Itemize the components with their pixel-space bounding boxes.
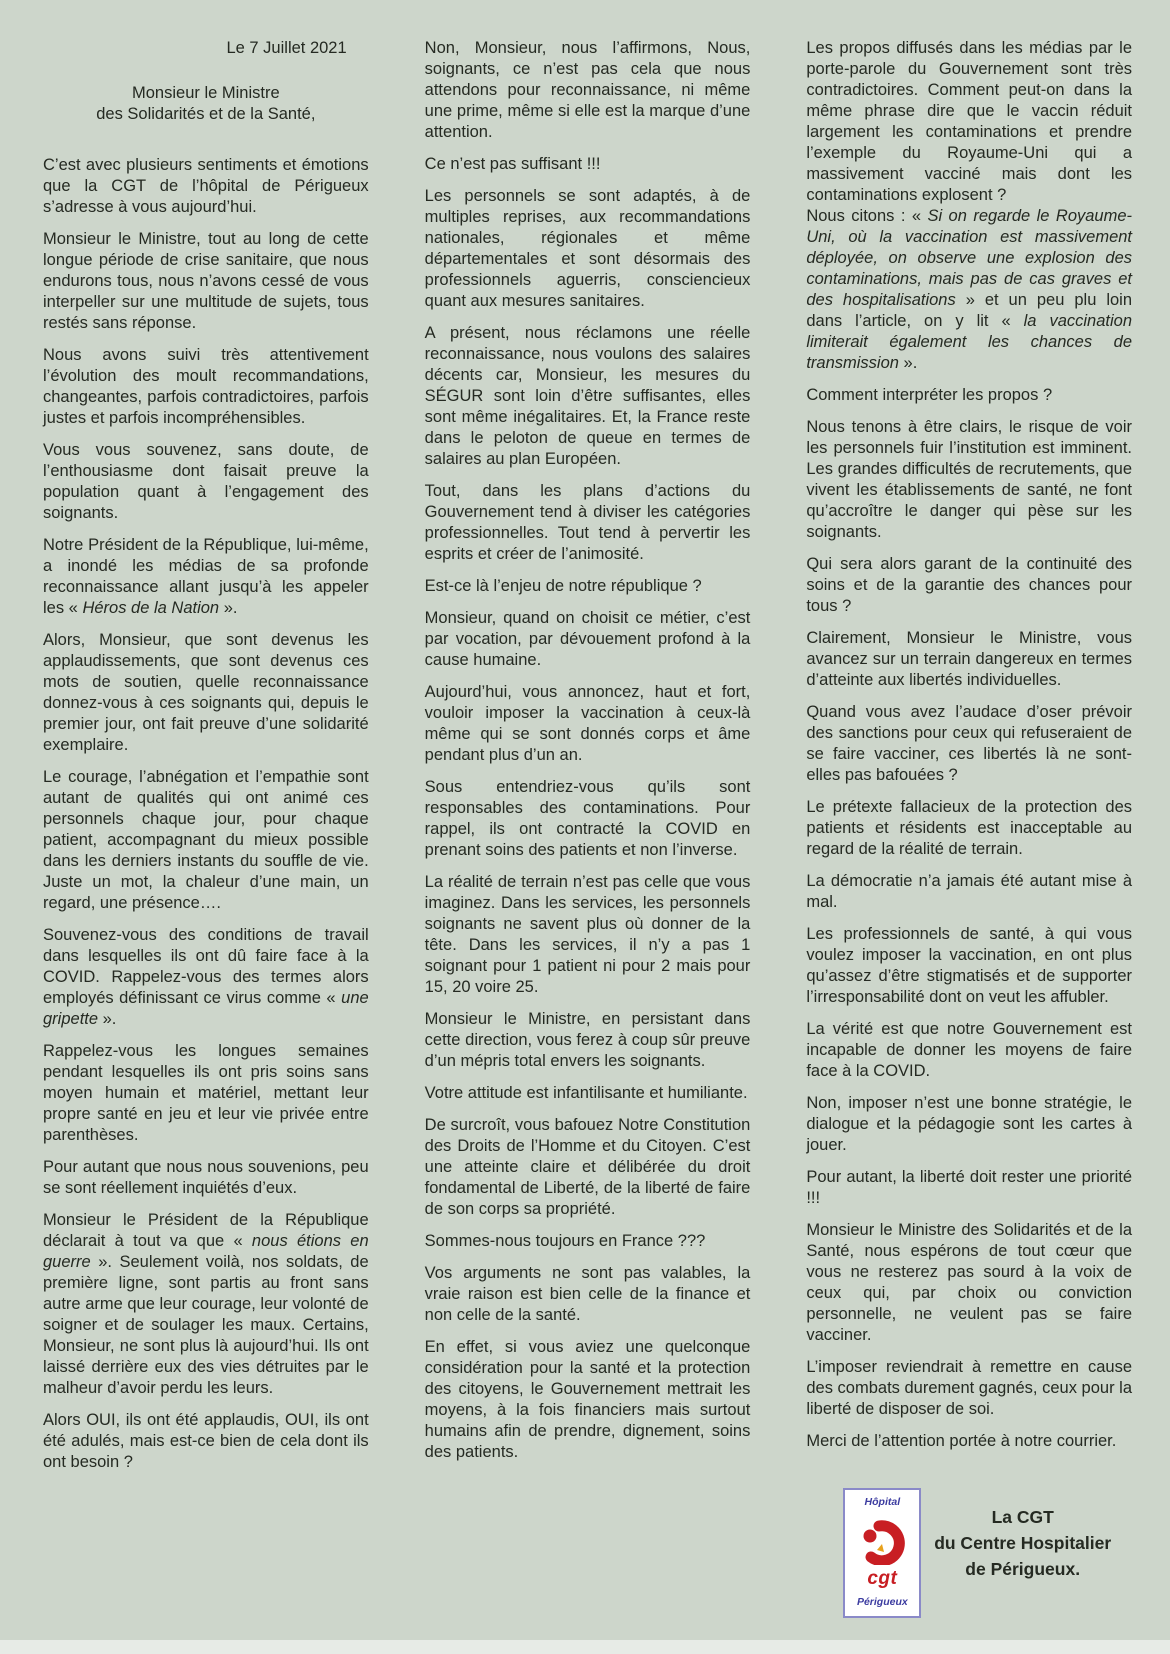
paragraph: [425, 608, 751, 671]
paragraph: [806, 1357, 1132, 1420]
paragraph: [806, 1220, 1132, 1346]
text: Merci de l’attention portée à notre courrier.: [806, 1432, 1117, 1450]
paragraph: [43, 345, 369, 429]
recipient-line: Monsieur le Ministre: [132, 84, 280, 102]
text: Rappelez-vous les longues semaines pendant lesquelles ils ont pris soins sans moyen humain et matériel, mettant leur propre santé en jeu et leur vie privée entre parenthèses.: [43, 1042, 369, 1144]
paragraph: [43, 535, 369, 619]
paragraph: [43, 630, 369, 756]
paragraph: [425, 777, 751, 861]
paragraph: [806, 924, 1132, 1008]
paragraph: [43, 1041, 369, 1146]
text: Les personnels se sont adaptés, à de multiples reprises, aux recommandations nationales, régionales et même départementales et sont désormais des professionnels aguerris, consciencieux quant aux mesures sanitaires.: [424, 187, 751, 310]
paragraph: [425, 576, 751, 597]
text: Nous avons suivi très attentivement l’évolution des moult recommandations, changeantes, parfois contradictoires, parfois justes et parfois incompréhensibles.: [43, 346, 369, 427]
signature-line: La CGT: [991, 1507, 1054, 1527]
text: » et un peu plu loin dans l’article, on y lit «: [806, 291, 1133, 330]
text: Quand vous avez l’audace d’oser prévoir des sanctions pour ceux qui refuseraient de se faire vacciner, ces libertés là ne sont-elles pas bafouées ?: [806, 703, 1133, 784]
text: ».: [219, 599, 238, 617]
paragraph: [425, 323, 751, 470]
text: Monsieur le Ministre, tout au long de cette longue période de crise sanitaire, que nous endurons tous, nous n’avons cessé de vous interpeller sur une multitude de sujets, tous restés sans réponse.: [43, 230, 369, 332]
paragraph: [43, 1157, 369, 1199]
italic-text: Héros de la Nation: [82, 599, 220, 617]
text: Alors OUI, ils ont été applaudis, OUI, ils ont été adulés, mais est-ce bien de cela dont ils ont besoin ?: [43, 1411, 369, 1471]
cgt-emblem-icon: [855, 1519, 909, 1565]
text: Nous tenons à être clairs, le risque de voir les personnels fuir l’institution est imminent. Les grandes difficultés de recrutements, que vivent les établissements de santé, ne font qu’accroître le danger qui pèse sur les soignants.: [806, 418, 1133, 541]
paragraph: [43, 925, 369, 1030]
paragraph: [425, 1231, 751, 1252]
text: Les professionnels de santé, à qui vous voulez imposer la vaccination, en ont plus qu’assez d’être stigmatisés et de supporter l’irresponsabilité dont on veut les affubler.: [806, 925, 1133, 1006]
text: Monsieur, quand on choisit ce métier, c’est par vocation, par dévouement profond à la cause humaine.: [424, 609, 751, 669]
text: A présent, nous réclamons une réelle reconnaissance, nous voulons des salaires décents car, Monsieur, les mesures du SÉGUR sont loin d’être suffisantes, elles sont même inégalitaires. Et, la France reste dans le peloton de queue en termes de salaires au plan Européen.: [424, 324, 751, 468]
logo-cgt-label: cgt: [867, 1568, 898, 1590]
paragraph: [43, 1410, 369, 1473]
paragraph: [806, 1167, 1132, 1209]
paragraph: [806, 1093, 1132, 1156]
paragraph: [806, 871, 1132, 913]
text: Pour autant que nous nous souvenions, peu se sont réellement inquiétés d’eux.: [43, 1158, 369, 1197]
text: Qui sera alors garant de la continuité des soins et de la garantie des chances pour tous ?: [806, 555, 1133, 615]
paragraph: [806, 1019, 1132, 1082]
letter-column-3: [806, 38, 1132, 1618]
paragraph: [806, 702, 1132, 786]
letter-column-2: [425, 38, 751, 1474]
text: Non, imposer n’est une bonne stratégie, le dialogue et la pédagogie sont les cartes à jouer.: [806, 1094, 1133, 1154]
paragraph: [425, 186, 751, 312]
text: Sous entendriez-vous qu’ils sont responsables des contaminations. Pour rappel, ils ont contracté la COVID en prenant soins des patients et non l’inverse.: [424, 778, 751, 859]
paragraph: [43, 440, 369, 524]
signature-text: [921, 1504, 1132, 1582]
text: De surcroît, vous bafouez Notre Constitution des Droits de l’Homme et du Citoyen. C’est une atteinte claire et délibérée du droit fondamental de Liberté, de la liberté de faire de son corps sa propriété.: [424, 1116, 751, 1218]
paragraph: [806, 797, 1132, 860]
text: Souvenez-vous des conditions de travail dans lesquelles ils ont dû faire face à la COVID. Rappelez-vous des termes alors employés définissant ce virus comme «: [43, 926, 369, 1007]
text: Le courage, l’abnégation et l’empathie sont autant de qualités qui ont animé ces personnels chaque jour, pour chaque patient, accompagnant du mieux possible dans les derniers instants du souffle de vie. Juste un mot, la chaleur d’une main, un regard, une présence….: [43, 768, 369, 912]
paragraph: [43, 1210, 369, 1399]
text: Vos arguments ne sont pas valables, la vraie raison est bien celle de la finance et non celle de la santé.: [424, 1264, 751, 1324]
text: ».: [98, 1010, 117, 1028]
italic-text: la vaccination limiterait également les chances de transmission: [806, 312, 1133, 372]
letter-date: Le 7 Juillet 2021: [226, 39, 347, 57]
text: La démocratie n’a jamais été autant mise à mal.: [806, 872, 1133, 911]
text: C’est avec plusieurs sentiments et émotions que la CGT de l’hôpital de Périgueux s’adresse à vous aujourd’hui.: [43, 156, 369, 216]
text: Nous citons : «: [806, 207, 928, 225]
paragraph: [425, 38, 751, 143]
text: Clairement, Monsieur le Ministre, vous avancez sur un terrain dangereux en termes d’atteinte aux libertés individuelles.: [806, 629, 1133, 689]
text: Vous vous souvenez, sans doute, de l’enthousiasme dont faisait preuve la population quant à l’engagement des soignants.: [43, 441, 369, 522]
paragraph: [425, 1115, 751, 1220]
letter-columns: [43, 38, 1132, 1618]
text: La réalité de terrain n’est pas celle que vous imaginez. Dans les services, les personnels soignants ne savent plus où donner de la tête. Dans les services, il n’y a pas 1 soignant pour 1 patient ni pour 2 mais pour 15, 20 voire 25.: [424, 873, 751, 996]
letter-column-1: [43, 38, 369, 1484]
italic-text: nous étions en guerre: [43, 1232, 369, 1271]
text: En effet, si vous aviez une quelconque considération pour la santé et la protection des citoyens, le Gouvernement mettrait les moyens, à la fois financiers mais surtout humains afin de prendre, dignement, soins des patients.: [424, 1338, 751, 1461]
paragraph: [425, 481, 751, 565]
paragraph: [425, 1337, 751, 1463]
paragraph: [425, 1083, 751, 1104]
italic-text: une gripette: [43, 989, 369, 1028]
paragraph: [425, 1009, 751, 1072]
logo-perigueux-label: Périgueux: [856, 1595, 908, 1608]
italic-text: Si on regarde le Royaume-Uni, où la vaccination est massivement déployée, on observe une explosion des contaminations, mais pas de cas graves et des hospitalisations: [806, 207, 1133, 309]
paragraph: [43, 155, 369, 218]
text: ».: [898, 354, 918, 372]
text: Aujourd’hui, vous annoncez, haut et fort, vouloir imposer la vaccination à ceux-là même qui se sont donnés corps et âme pendant plus d’un an.: [424, 683, 751, 764]
text: Monsieur le Ministre, en persistant dans cette direction, vous ferez à coup sûr preuve d’un mépris total envers les soignants.: [424, 1010, 751, 1070]
text: Alors, Monsieur, que sont devenus les applaudissements, que sont devenus ces mots de soutien, quelle reconnaissance donnez-vous à ces soignants qui, depuis le premier jour, ont fait preuve d’une solidarité exemplaire.: [43, 631, 369, 754]
paragraph: [806, 385, 1132, 406]
paragraph: [806, 1431, 1132, 1452]
column-1-paragraphs: [43, 155, 369, 1473]
recipient-line: des Solidarités et de la Santé,: [96, 105, 316, 123]
paragraph: [43, 767, 369, 914]
text: Est-ce là l’enjeu de notre république ?: [424, 577, 702, 595]
text: Sommes-nous toujours en France ???: [424, 1232, 706, 1250]
column-2-paragraphs: [425, 38, 751, 1463]
paragraph: [806, 417, 1132, 543]
signature-block: [806, 1488, 1132, 1618]
paragraph: [806, 38, 1132, 206]
paragraph: [43, 229, 369, 334]
text: La vérité est que notre Gouvernement est incapable de donner les moyens de faire face à la COVID.: [806, 1020, 1133, 1080]
paragraph: [425, 872, 751, 998]
text: Non, Monsieur, nous l’affirmons, Nous, soignants, ce n’est pas cela que nous attendons pour reconnaissance, ni même une prime, même si elle est la marque d’une attention.: [424, 39, 751, 141]
text: Monsieur le Président de la République déclarait à tout va que «: [43, 1211, 369, 1250]
text: L’imposer reviendrait à remettre en cause des combats durement gagnés, ceux pour la liberté de disposer de soi.: [806, 1358, 1133, 1418]
paragraph: [806, 206, 1132, 374]
text: Les propos diffusés dans les médias par le porte-parole du Gouvernement sont très contradictoires. Comment peut-on dans la même phrase dire que le vaccin réduit largement les contaminations et prendre l’exemple du Royaume-Uni qui a massivement vacciné mais dont les contaminations explosent ?: [806, 39, 1133, 204]
text: Le prétexte fallacieux de la protection des patients et résidents est inacceptable au regard de la réalité de terrain.: [806, 798, 1133, 858]
paragraph: [425, 154, 751, 175]
recipient-block: [43, 83, 369, 125]
text: Notre Président de la République, lui-même, a inondé les médias de sa profonde reconnaissance allant jusqu’à les appeler les «: [43, 536, 369, 617]
paragraph: [425, 1263, 751, 1326]
logo-hopital-label: Hôpital: [864, 1496, 901, 1508]
column-3-paragraphs: [806, 38, 1132, 1452]
paragraph: [425, 682, 751, 766]
paragraph: [806, 628, 1132, 691]
signature-line: du Centre Hospitalier: [934, 1533, 1112, 1553]
text: Ce n’est pas suffisant !!!: [424, 155, 601, 173]
text: Comment interpréter les propos ?: [806, 386, 1053, 404]
text: ». Seulement voilà, nos soldats, de première ligne, sont partis au front sans autre arme que leur courage, leur volonté de soigner et de soulager les maux. Certains, Monsieur, ne sont plus là aujourd’hui. Ils ont laissé derrière eux des vies détruites par le malheur d’avoir perdu les leurs.: [43, 1253, 369, 1397]
cgt-hopital-perigueux-logo: [843, 1488, 921, 1618]
text: Monsieur le Ministre des Solidarités et de la Santé, nous espérons de tout cœur que vous ne resterez pas sourd à la voix de ceux qui, par choix ou conviction personnelle, ne veulent pas se faire vacciner.: [806, 1221, 1133, 1344]
paragraph: [806, 554, 1132, 617]
text: Votre attitude est infantilisante et humiliante.: [424, 1084, 748, 1102]
signature-line: de Périgueux.: [965, 1559, 1081, 1579]
text: Pour autant, la liberté doit rester une priorité !!!: [806, 1168, 1133, 1207]
text: Tout, dans les plans d’actions du Gouvernement tend à diviser les catégories professionnelles. Tout tend à pervertir les esprits et créer de l’animosité.: [424, 482, 751, 563]
page-bottom-strip: [0, 1640, 1170, 1654]
